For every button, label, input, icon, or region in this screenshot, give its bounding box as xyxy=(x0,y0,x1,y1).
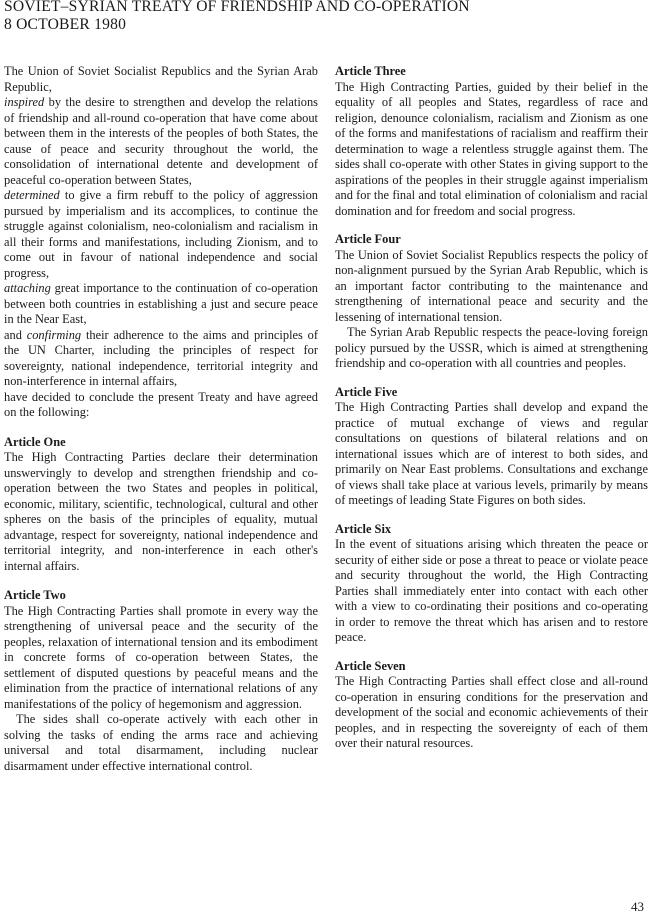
article-one-text: The High Contracting Parties declare their determination unswervingly to develop and strengthen friendship and co-operation between the two States and peoples in political, economic, military, scientific, technological, cultural and other spheres on the basis of the principles of equality, mutual advantage, respect for sovereignty, national independence and territorial integrity, and non-interference in each other's internal affairs. xyxy=(4,450,318,573)
treaty-title: SOVIET–SYRIAN TREATY OF FRIENDSHIP AND CO-OPERATION xyxy=(4,0,470,15)
article-four-text-1: The Union of Soviet Socialist Republics respects the policy of non-alignment pursued by the Syrian Arab Republic, which is an important factor contributing to the maintenance and strengthening of international peace and security and the lessening of international tension. xyxy=(335,247,648,324)
preamble-inspired xyxy=(4,95,318,188)
article-two-text-1: The High Contracting Parties shall promote in every way the strengthening of universal peace and the security of the peoples, relaxation of international tension and its embodiment in concrete forms of co-operation between States, the settlement of disputed questions by peaceful means and the elimination from the practice of international relations of any manifestations of the policy of hegemonism and aggression. xyxy=(4,603,318,711)
preamble-inspired-text: by the desire to strengthen and develop the relations of friendship and all-round co-operation that have come about between them in the interests of the peoples of both States, the cause of peace and security throughout the world, the consolidation of international detente and development of peaceful co-operation between States, xyxy=(4,95,318,187)
treaty-date: 8 OCTOBER 1980 xyxy=(4,16,127,33)
page-header xyxy=(4,0,644,34)
article-two-heading: Article Two xyxy=(4,588,66,602)
preamble-attaching-em: attaching xyxy=(4,281,51,295)
article-six-text: In the event of situations arising which threaten the peace or security of either side or pose a threat to peace or violate peace and security throughout the world, the High Contracting Parties shall immediately enter into contact with each other with a view to co-ordinating their positions and co-operating in order to remove the threat which has arisen and to restore peace. xyxy=(335,537,648,644)
right-column xyxy=(335,64,648,752)
page-number: 43 xyxy=(631,899,644,914)
preamble-determined-text: to give a firm rebuff to the policy of aggression pursued by imperialism and its accomplices, to continue the struggle against colonialism, neo-colonialism and racialism in all their forms and manifestations, including Zionism, and to come out in favour of national independence and social progress, xyxy=(4,188,318,280)
article-five-text: The High Contracting Parties shall develop and expand the practice of mutual exchange of views and regular consultations on questions of bilateral relations and on international issues which are of interest to both sides, and primarily on Near East problems. Consultations and exchange of views shall take place at various levels, primarily by means of meetings of leading State Figures on both sides. xyxy=(335,400,648,507)
article-four-heading: Article Four xyxy=(335,232,401,246)
preamble-confirming xyxy=(4,328,318,390)
preamble-opening: The Union of Soviet Socialist Republics and the Syrian Arab Republic, xyxy=(4,64,318,94)
article-seven-heading: Article Seven xyxy=(335,658,406,673)
preamble-confirming-pre: and xyxy=(4,327,27,342)
preamble-closing: have decided to conclude the present Treaty and have agreed on the following: xyxy=(4,389,318,419)
preamble-inspired-em: inspired xyxy=(4,95,45,109)
article-seven-text: The High Contracting Parties shall effect close and all-round co-operation in ensuring conditions for the preservation and development of the social and economic achievements of their peoples, and in respecting the sovereignty of each of them over their natural resources. xyxy=(335,674,648,750)
preamble-confirming-em: confirming xyxy=(26,327,82,342)
preamble-confirming-text: their adherence to the aims and principles of the UN Charter, including the principles of respect for sovereignty, national independence, territorial integrity and non-interference in internal affairs, xyxy=(4,327,318,388)
article-one-heading: Article One xyxy=(4,434,66,449)
preamble-determined-em: determined xyxy=(4,188,60,202)
article-three-text: The High Contracting Parties, guided by their belief in the equality of all peoples and States, regardless of race and religion, denounce colonialism, racialism and Zionism as one of the forms and manifestations of racialism and reaffirm their determination to wage a relentless struggle against them. The sides shall co-operate with other States in giving support to the aspirations of the peoples in their struggle against imperialism and for the final and total elimination of colonialism and racial domination and for freedom and social progress. xyxy=(335,79,648,218)
article-two-text-2: The sides shall co-operate actively with each other in solving the tasks of ending the arms race and achieving universal and total disarmament, including nuclear disarmament under effective international control. xyxy=(4,712,318,773)
article-three-heading: Article Three xyxy=(335,64,406,78)
preamble-attaching xyxy=(4,281,318,328)
preamble-determined xyxy=(4,188,318,281)
article-five-heading: Article Five xyxy=(335,384,398,399)
article-six-heading: Article Six xyxy=(335,521,392,536)
preamble-attaching-text: great importance to the continuation of co-operation between both countries in establishing a just and secure peace in the Near East, xyxy=(4,281,318,326)
article-four-text-2: The Syrian Arab Republic respects the peace-loving foreign policy pursued by the USSR, which is aimed at strengthening friendship and co-operation with all countries and peoples. xyxy=(335,325,648,370)
left-column xyxy=(4,64,318,774)
